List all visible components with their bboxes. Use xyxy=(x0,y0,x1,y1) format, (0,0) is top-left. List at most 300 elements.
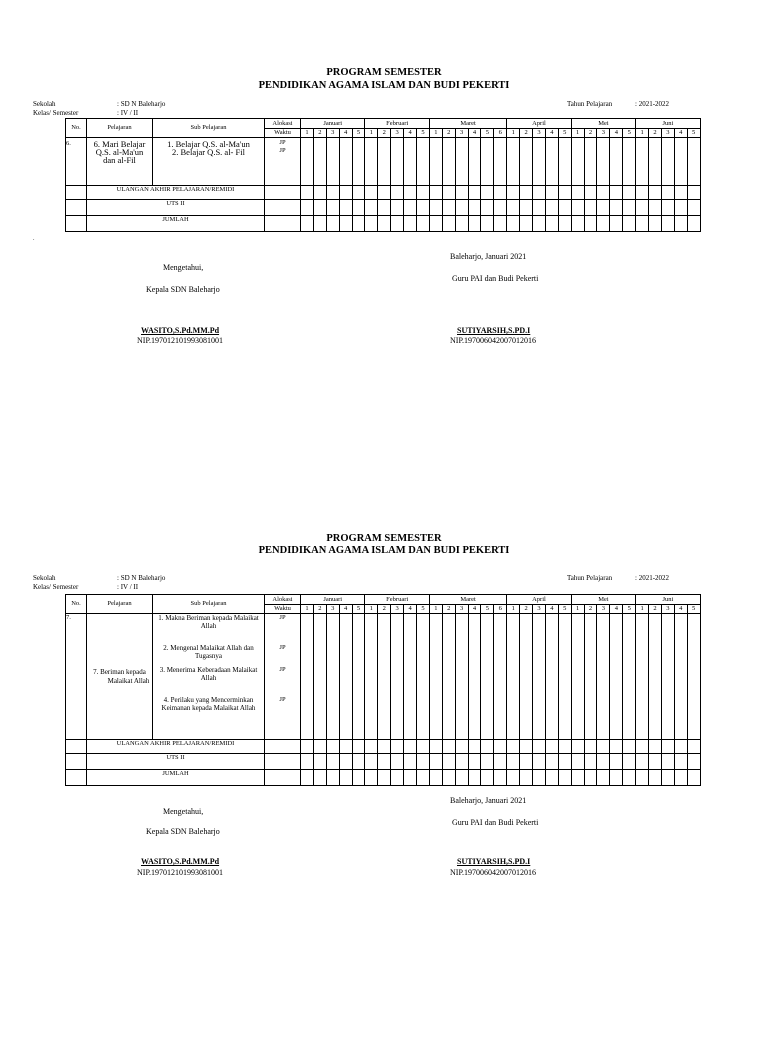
week-cell xyxy=(417,614,430,740)
week-cell xyxy=(558,216,571,232)
week-cell xyxy=(313,740,326,754)
week-cell xyxy=(649,740,662,754)
week-number: 1 xyxy=(571,605,584,614)
week-number: 3 xyxy=(533,605,546,614)
week-cell xyxy=(455,200,468,216)
week-cell xyxy=(404,740,417,754)
col-sub-header: Sub Pelajaran xyxy=(153,119,265,138)
week-cell xyxy=(326,216,339,232)
kelas-label: Kelas/ Semester xyxy=(33,583,79,591)
week-cell xyxy=(558,186,571,200)
week-cell xyxy=(313,138,326,186)
week-cell xyxy=(674,200,687,216)
week-cell xyxy=(404,770,417,786)
week-cell xyxy=(520,186,533,200)
week-number: 4 xyxy=(468,129,481,138)
sub-item: 2. Belajar Q.S. al- Fil xyxy=(172,147,245,157)
week-cell xyxy=(326,614,339,740)
week-cell xyxy=(636,186,649,200)
col-waktu-header: Waktu xyxy=(265,129,301,138)
sub-item: 1. Makna Beriman kepada Malaikat Allah xyxy=(158,614,259,630)
week-cell xyxy=(520,770,533,786)
table-row xyxy=(66,138,701,186)
week-cell xyxy=(545,614,558,740)
week-cell xyxy=(597,740,610,754)
week-number: 2 xyxy=(442,129,455,138)
table-header-row xyxy=(66,595,701,605)
week-cell xyxy=(623,740,636,754)
week-cell xyxy=(481,216,494,232)
week-cell xyxy=(301,200,314,216)
week-cell xyxy=(597,770,610,786)
week-cell xyxy=(597,216,610,232)
week-cell xyxy=(352,200,365,216)
guru-name: SUTIYARSIH,S.PD.I xyxy=(457,326,531,335)
row-sub-list xyxy=(153,138,265,186)
week-cell xyxy=(481,614,494,740)
week-cell xyxy=(533,200,546,216)
week-cell xyxy=(429,138,442,186)
week-cell xyxy=(378,216,391,232)
week-cell xyxy=(481,740,494,754)
ulangan-label: ULANGAN AKHIR PELAJARAN/REMIDI xyxy=(87,740,265,754)
week-number: 3 xyxy=(533,129,546,138)
month-header: April xyxy=(507,119,571,129)
sekolah-value: : SD N Baleharjo xyxy=(117,100,166,108)
week-cell xyxy=(558,200,571,216)
week-cell xyxy=(520,216,533,232)
week-cell xyxy=(468,200,481,216)
week-number: 5 xyxy=(481,605,494,614)
week-cell xyxy=(649,138,662,186)
week-cell xyxy=(533,614,546,740)
week-cell xyxy=(417,754,430,770)
week-number: 4 xyxy=(674,129,687,138)
week-number: 4 xyxy=(404,605,417,614)
tahun-value: : 2021-2022 xyxy=(635,574,670,582)
week-cell xyxy=(533,138,546,186)
sub-item: 1. Belajar Q.S. al-Ma'un xyxy=(167,139,250,149)
week-number: 3 xyxy=(455,605,468,614)
week-number: 2 xyxy=(378,129,391,138)
week-cell xyxy=(494,770,507,786)
week-cell xyxy=(533,186,546,200)
week-number: 3 xyxy=(597,129,610,138)
uts-label: UTS II xyxy=(87,200,265,216)
week-cell xyxy=(661,216,674,232)
week-cell xyxy=(636,216,649,232)
guru-nip: NIP.197006042007012016 xyxy=(450,336,537,345)
week-cell xyxy=(545,186,558,200)
week-number: 1 xyxy=(429,605,442,614)
row-pelajaran: 6. Mari Belajar Q.S. al-Ma'un dan al-Fil xyxy=(87,138,153,186)
col-pelajaran-header: Pelajaran xyxy=(87,119,153,138)
week-number: 4 xyxy=(545,129,558,138)
week-cell xyxy=(391,754,404,770)
week-cell xyxy=(597,186,610,200)
week-cell xyxy=(507,754,520,770)
week-cell xyxy=(442,614,455,740)
week-cell xyxy=(584,200,597,216)
week-cell xyxy=(378,770,391,786)
week-cell xyxy=(661,186,674,200)
week-cell xyxy=(313,770,326,786)
week-cell xyxy=(481,770,494,786)
jumlah-label: JUMLAH xyxy=(87,770,265,786)
kepala-title: Kepala SDN Baleharjo xyxy=(146,827,220,836)
week-cell xyxy=(417,740,430,754)
week-number: 5 xyxy=(417,605,430,614)
week-cell xyxy=(313,200,326,216)
week-cell xyxy=(674,740,687,754)
week-cell xyxy=(391,200,404,216)
week-cell xyxy=(571,740,584,754)
week-number: 2 xyxy=(584,605,597,614)
week-cell xyxy=(610,138,623,186)
program-table xyxy=(65,118,701,232)
week-cell xyxy=(481,754,494,770)
week-cell xyxy=(391,614,404,740)
week-cell xyxy=(468,186,481,200)
week-cell xyxy=(378,200,391,216)
week-cell xyxy=(404,614,417,740)
jp-label: JP xyxy=(279,696,286,703)
week-cell xyxy=(326,770,339,786)
program-table xyxy=(65,594,701,786)
col-sub-header: Sub Pelajaran xyxy=(153,595,265,614)
week-cell xyxy=(481,138,494,186)
week-cell xyxy=(687,614,700,740)
week-cell xyxy=(494,614,507,740)
week-number: 4 xyxy=(404,129,417,138)
week-cell xyxy=(455,186,468,200)
month-header: April xyxy=(507,595,571,605)
week-cell xyxy=(339,740,352,754)
week-number: 2 xyxy=(520,605,533,614)
week-number: 1 xyxy=(365,129,378,138)
week-cell xyxy=(378,740,391,754)
week-cell xyxy=(571,186,584,200)
week-cell xyxy=(623,754,636,770)
guru-title: Guru PAI dan Budi Pekerti xyxy=(452,818,539,827)
week-cell xyxy=(442,216,455,232)
col-alokasi-header: Alokasi xyxy=(265,595,301,605)
week-number: 5 xyxy=(481,129,494,138)
week-cell xyxy=(404,138,417,186)
week-cell xyxy=(520,614,533,740)
week-cell xyxy=(558,614,571,740)
week-cell xyxy=(649,754,662,770)
week-cell xyxy=(468,740,481,754)
week-cell xyxy=(468,754,481,770)
row-jp xyxy=(265,138,301,186)
week-number: 2 xyxy=(584,129,597,138)
week-number: 4 xyxy=(674,605,687,614)
week-cell xyxy=(520,138,533,186)
week-cell xyxy=(520,740,533,754)
week-cell xyxy=(339,614,352,740)
week-number: 5 xyxy=(558,605,571,614)
week-cell xyxy=(533,740,546,754)
doc-subtitle: PENDIDIKAN AGAMA ISLAM DAN BUDI PEKERTI xyxy=(258,80,510,91)
jp-label: JP xyxy=(279,666,286,673)
week-number: 5 xyxy=(352,129,365,138)
week-cell xyxy=(687,138,700,186)
week-cell xyxy=(636,740,649,754)
week-cell xyxy=(442,186,455,200)
jp-label: JP xyxy=(279,139,286,146)
week-cell xyxy=(391,770,404,786)
week-number: 2 xyxy=(520,129,533,138)
week-cell xyxy=(674,754,687,770)
month-header: Juni xyxy=(636,119,700,129)
sub-item: 3. Menerima Keberadaan Malaikat Allah xyxy=(159,666,258,682)
week-cell xyxy=(545,216,558,232)
week-number: 5 xyxy=(558,129,571,138)
week-number: 2 xyxy=(313,129,326,138)
kepala-nip: NIP.197012101993081001 xyxy=(137,336,224,345)
week-number: 5 xyxy=(687,129,700,138)
tahun-label: Tahun Pelajaran xyxy=(567,574,613,582)
week-cell xyxy=(455,770,468,786)
tahun-value: : 2021-2022 xyxy=(635,100,670,108)
week-cell xyxy=(507,614,520,740)
week-number: 6 xyxy=(494,129,507,138)
week-cell xyxy=(610,216,623,232)
week-cell xyxy=(610,614,623,740)
sekolah-value: : SD N Baleharjo xyxy=(117,574,166,582)
row-jp xyxy=(265,614,301,740)
week-cell xyxy=(365,138,378,186)
month-header: Maret xyxy=(429,119,506,129)
week-cell xyxy=(481,200,494,216)
page-2 xyxy=(0,528,768,1040)
week-cell xyxy=(507,216,520,232)
week-cell xyxy=(661,138,674,186)
week-cell xyxy=(301,614,314,740)
row-sub-list xyxy=(153,614,265,740)
week-cell xyxy=(313,186,326,200)
week-cell xyxy=(429,740,442,754)
week-number: 1 xyxy=(636,129,649,138)
week-cell xyxy=(365,770,378,786)
week-cell xyxy=(494,186,507,200)
week-cell xyxy=(455,754,468,770)
week-cell xyxy=(610,186,623,200)
week-number: 5 xyxy=(623,605,636,614)
week-cell xyxy=(378,138,391,186)
week-cell xyxy=(301,138,314,186)
week-number: 2 xyxy=(442,605,455,614)
jumlah-label: JUMLAH xyxy=(87,216,265,232)
month-header: Maret xyxy=(429,595,506,605)
week-number: 4 xyxy=(545,605,558,614)
week-cell xyxy=(558,138,571,186)
col-waktu-header: Waktu xyxy=(265,605,301,614)
week-cell xyxy=(661,200,674,216)
week-cell xyxy=(339,216,352,232)
month-header: Mei xyxy=(571,119,635,129)
week-cell xyxy=(494,740,507,754)
week-cell xyxy=(533,754,546,770)
col-alokasi-header: Alokasi xyxy=(265,119,301,129)
week-cell xyxy=(507,770,520,786)
week-cell xyxy=(442,200,455,216)
week-cell xyxy=(571,216,584,232)
place-date: Baleharjo, Januari 2021 xyxy=(450,796,527,805)
week-cell xyxy=(326,138,339,186)
week-cell xyxy=(636,770,649,786)
week-number: 3 xyxy=(326,129,339,138)
stray-dot: . xyxy=(33,236,35,242)
uts-row xyxy=(66,200,701,216)
week-cell xyxy=(649,200,662,216)
place-date: Baleharjo, Januari 2021 xyxy=(450,252,527,261)
week-cell xyxy=(365,754,378,770)
week-cell xyxy=(429,770,442,786)
week-number: 4 xyxy=(339,605,352,614)
row-no: 6. xyxy=(66,138,87,186)
week-cell xyxy=(597,614,610,740)
kepala-title: Kepala SDN Baleharjo xyxy=(146,285,220,294)
guru-name: SUTIYARSIH,S.PD.I xyxy=(457,857,531,866)
week-cell xyxy=(610,200,623,216)
ulangan-row xyxy=(66,740,701,754)
month-header: Mei xyxy=(571,595,635,605)
week-cell xyxy=(429,216,442,232)
week-number: 1 xyxy=(429,129,442,138)
week-cell xyxy=(365,200,378,216)
week-cell xyxy=(442,754,455,770)
week-number: 2 xyxy=(649,129,662,138)
week-cell xyxy=(597,138,610,186)
week-cell xyxy=(597,200,610,216)
week-cell xyxy=(352,138,365,186)
week-cell xyxy=(468,770,481,786)
week-cell xyxy=(674,216,687,232)
week-cell xyxy=(429,614,442,740)
month-header: Januari xyxy=(301,119,365,129)
week-number: 3 xyxy=(661,129,674,138)
week-cell xyxy=(429,754,442,770)
kelas-value: : IV / II xyxy=(117,583,139,591)
week-cell xyxy=(404,754,417,770)
week-cell xyxy=(481,186,494,200)
jp-label: JP xyxy=(279,644,286,651)
week-cell xyxy=(404,216,417,232)
week-cell xyxy=(636,138,649,186)
week-cell xyxy=(558,754,571,770)
week-cell xyxy=(417,770,430,786)
week-cell xyxy=(352,754,365,770)
uts-label: UTS II xyxy=(87,754,265,770)
week-cell xyxy=(584,754,597,770)
week-cell xyxy=(623,770,636,786)
week-cell xyxy=(326,186,339,200)
week-cell xyxy=(417,186,430,200)
week-cell xyxy=(545,138,558,186)
mengetahui-text: Mengetahui, xyxy=(163,807,204,816)
week-cell xyxy=(442,770,455,786)
week-cell xyxy=(687,186,700,200)
week-cell xyxy=(597,754,610,770)
week-cell xyxy=(545,770,558,786)
week-cell xyxy=(455,216,468,232)
week-cell xyxy=(339,200,352,216)
week-number: 3 xyxy=(391,129,404,138)
kepala-name: WASITO,S.Pd.MM.Pd xyxy=(141,857,220,866)
week-cell xyxy=(326,754,339,770)
week-cell xyxy=(661,754,674,770)
col-pelajaran-header: Pelajaran xyxy=(87,595,153,614)
week-cell xyxy=(352,186,365,200)
week-cell xyxy=(455,138,468,186)
guru-nip: NIP.197006042007012016 xyxy=(450,868,537,877)
doc-subtitle: PENDIDIKAN AGAMA ISLAM DAN BUDI PEKERTI xyxy=(258,545,510,556)
week-cell xyxy=(391,186,404,200)
week-cell xyxy=(455,740,468,754)
week-cell xyxy=(494,754,507,770)
week-cell xyxy=(520,754,533,770)
week-cell xyxy=(365,614,378,740)
week-cell xyxy=(674,770,687,786)
week-cell xyxy=(468,216,481,232)
week-cell xyxy=(558,740,571,754)
week-cell xyxy=(661,740,674,754)
uts-row xyxy=(66,754,701,770)
week-cell xyxy=(378,186,391,200)
week-cell xyxy=(507,740,520,754)
week-cell xyxy=(571,614,584,740)
week-cell xyxy=(584,138,597,186)
week-cell xyxy=(584,186,597,200)
week-cell xyxy=(339,770,352,786)
week-cell xyxy=(404,200,417,216)
week-number: 4 xyxy=(468,605,481,614)
week-cell xyxy=(365,186,378,200)
week-cell xyxy=(545,200,558,216)
week-cell xyxy=(571,770,584,786)
week-cell xyxy=(301,754,314,770)
week-cell xyxy=(391,740,404,754)
week-cell xyxy=(533,216,546,232)
week-number: 3 xyxy=(597,605,610,614)
week-cell xyxy=(326,740,339,754)
week-cell xyxy=(378,754,391,770)
week-cell xyxy=(636,200,649,216)
week-cell xyxy=(636,754,649,770)
row-no: 7. xyxy=(66,614,87,740)
table-header-row xyxy=(66,119,701,129)
week-cell xyxy=(610,740,623,754)
doc-title: PROGRAM SEMESTER xyxy=(326,533,442,544)
week-cell xyxy=(301,740,314,754)
week-cell xyxy=(584,740,597,754)
week-cell xyxy=(610,770,623,786)
week-number: 4 xyxy=(610,605,623,614)
week-number: 5 xyxy=(687,605,700,614)
sekolah-label: Sekolah xyxy=(33,100,56,108)
week-cell xyxy=(417,138,430,186)
week-cell xyxy=(636,614,649,740)
week-cell xyxy=(442,740,455,754)
row-pelajaran: 7. Beriman kepada Malaikat Allah xyxy=(87,614,153,740)
week-cell xyxy=(365,216,378,232)
mengetahui-text: Mengetahui, xyxy=(163,263,204,272)
jp-label: JP xyxy=(279,614,286,621)
week-cell xyxy=(649,770,662,786)
week-cell xyxy=(339,138,352,186)
